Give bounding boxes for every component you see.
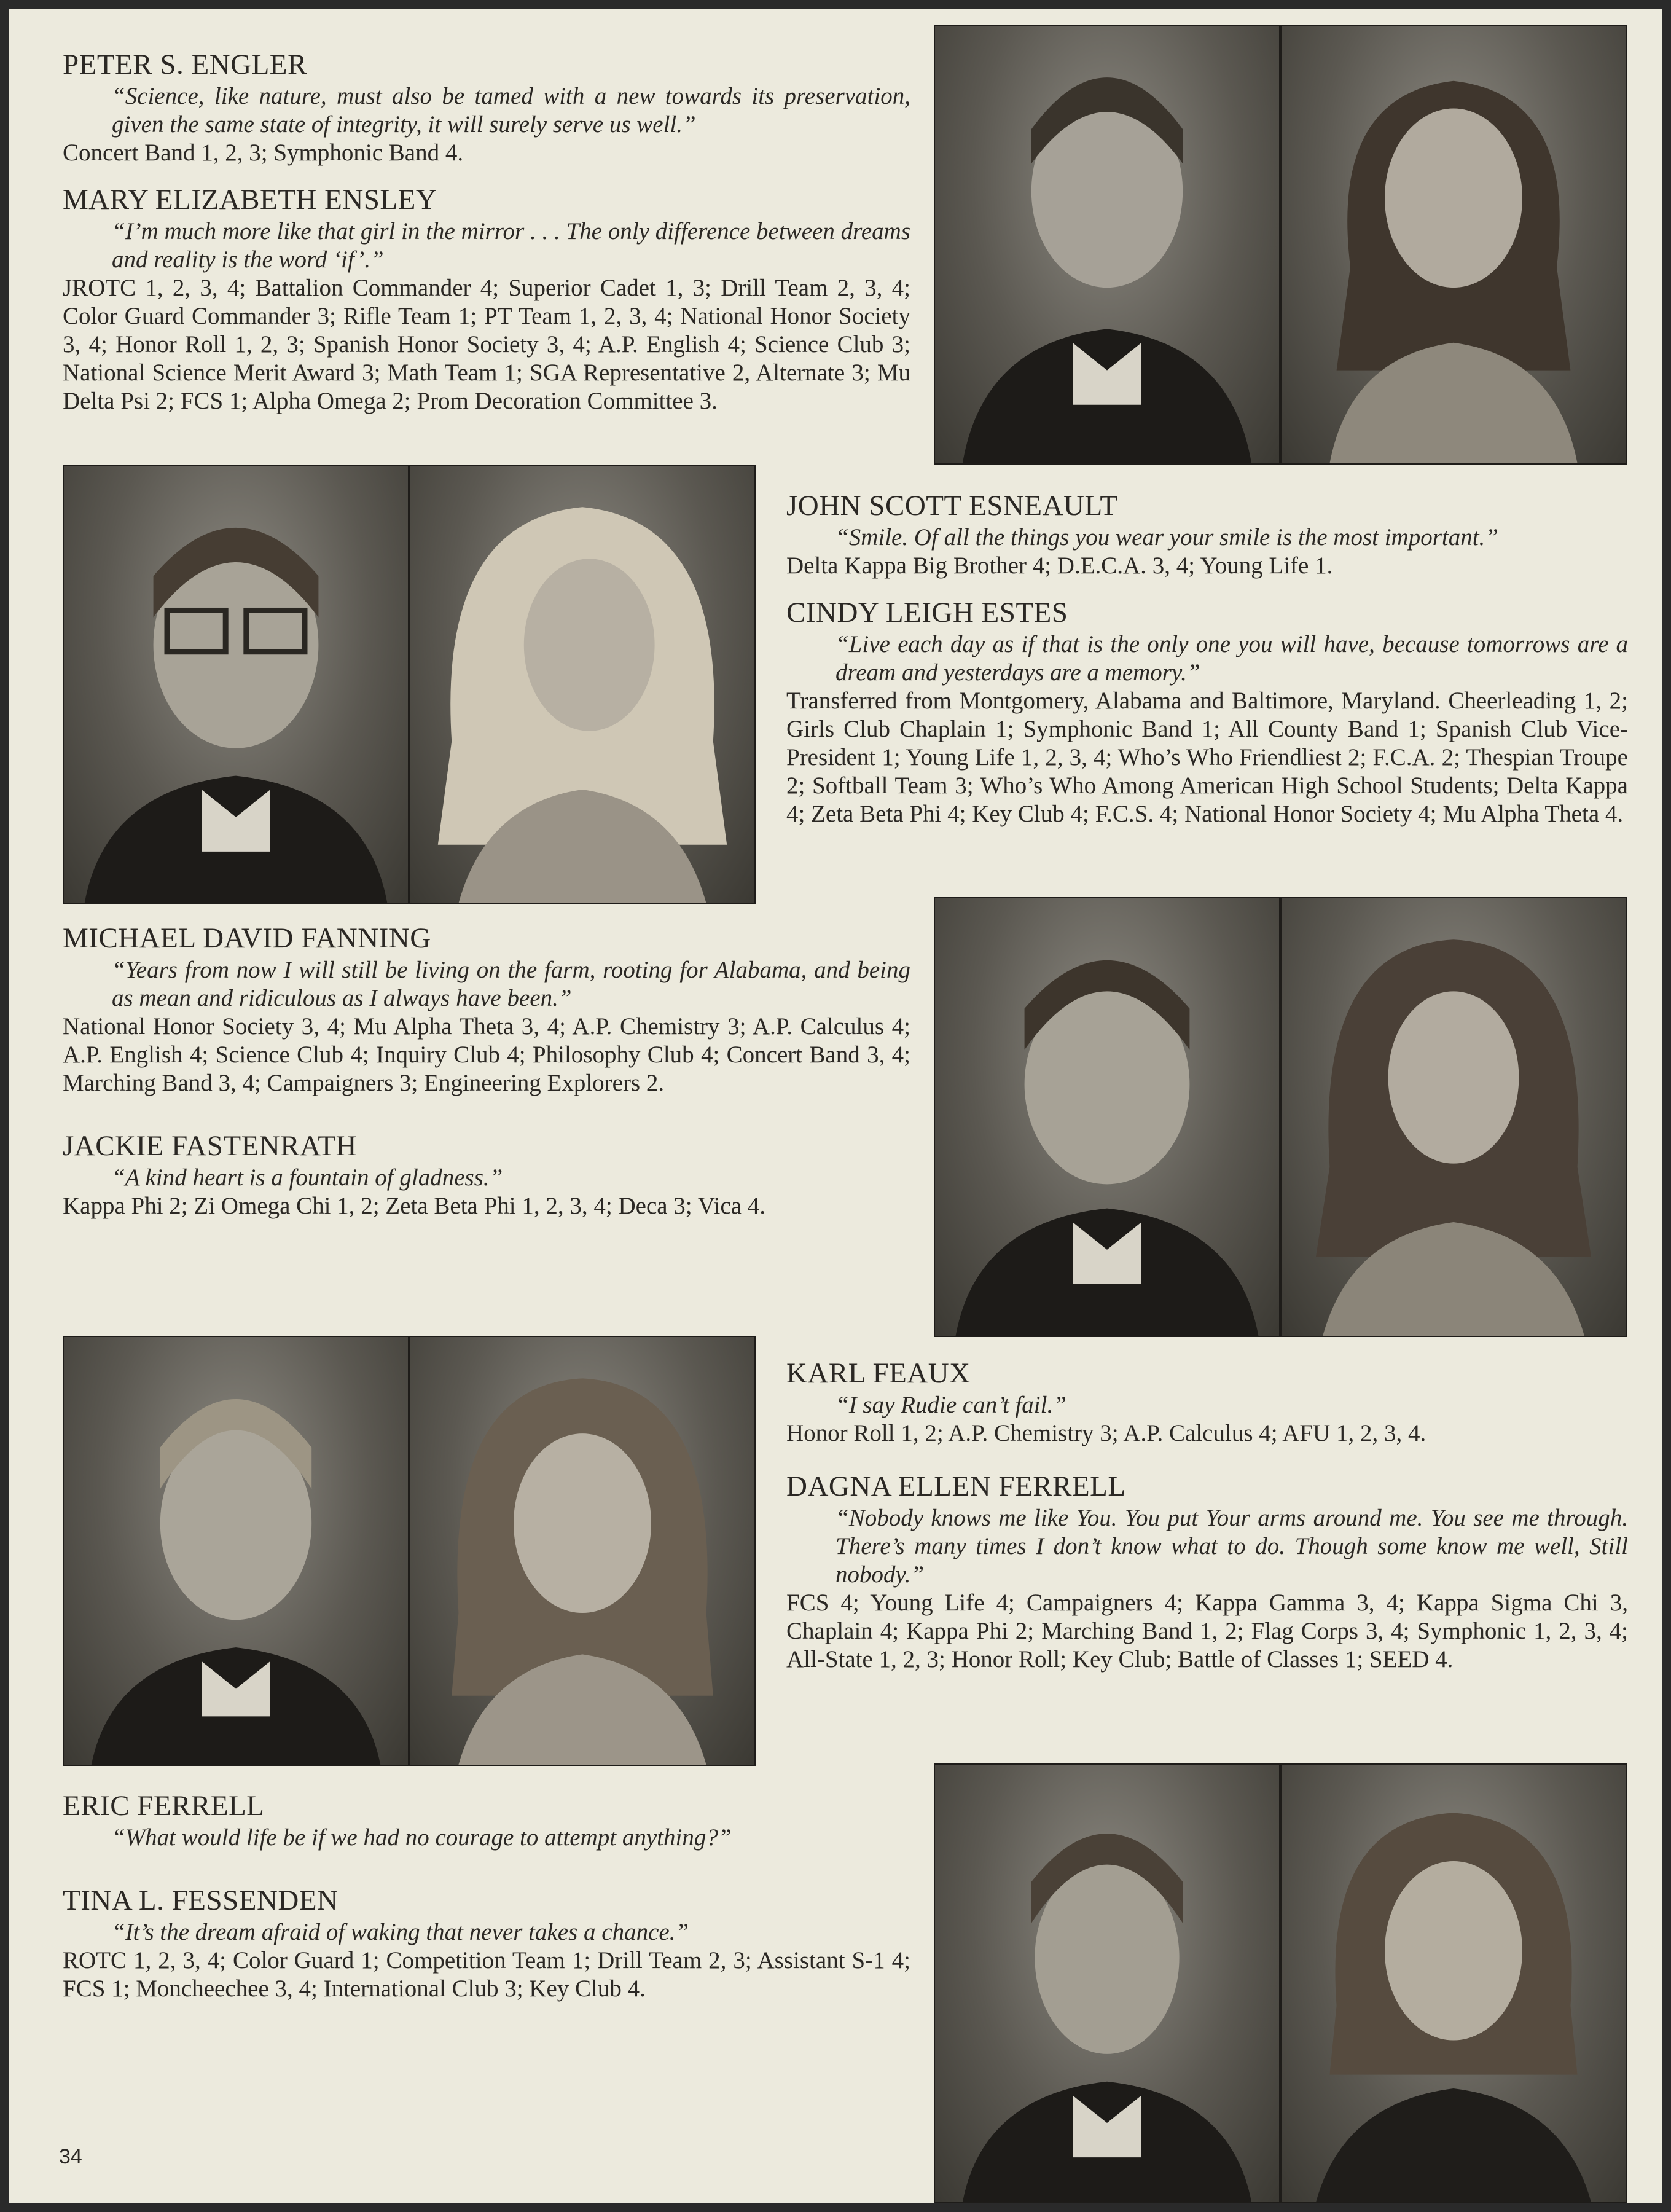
student-entry-block — [786, 488, 1628, 828]
student-activities: Concert Band 1, 2, 3; Symphonic Band 4. — [63, 139, 464, 166]
student-name: TINA L. FESSENDEN — [63, 1885, 339, 1916]
student-activities: Honor Roll 1, 2; A.P. Chemistry 3; A.P. Calculus 4; AFU 1, 2, 3, 4. — [786, 1420, 1426, 1446]
student-name: ERIC FERRELL — [63, 1790, 265, 1822]
student-name: DAGNA ELLEN FERRELL — [786, 1470, 1126, 1502]
student-quote: “Live each day as if that is the only one you will have, because tomorrows are a dream and yesterdays are a memory.” — [836, 631, 1628, 686]
student-quote: “I say Rudie can’t fail.” — [836, 1392, 1066, 1418]
student-entry-block — [63, 920, 910, 1220]
student-name: JACKIE FASTENRATH — [63, 1130, 357, 1162]
student-portrait-photo — [1280, 897, 1627, 1337]
student-activities: Kappa Phi 2; Zi Omega Chi 1, 2; Zeta Beta Phi 1, 2, 3, 4; Deca 3; Vica 4. — [63, 1193, 765, 1219]
student-quote: “Years from now I will still be living on the farm, rooting for Alabama, and being as mean and ridiculous as I always have been.” — [112, 957, 910, 1011]
student-name: MARY ELIZABETH ENSLEY — [63, 184, 437, 216]
student-entry-block — [786, 1355, 1628, 1674]
student-activities: JROTC 1, 2, 3, 4; Battalion Commander 4; Superior Cadet 1, 3; Drill Team 2, 3, 4; Color Guard Commander 3; Rifle Team 1; PT Team 1, 2, 3, 4; National Honor Society 3, 4; Honor Roll 1, 2, 3; Spanish Honor Society 3, 4; A.P. English 4; Science Club 3; National Science Merit Award 3; Math Team 1; SGA Representative 2, Alternate 3; Mu Delta Psi 2; FCS 1; Alpha Omega 2; Prom Decoration Committee 3. — [63, 275, 910, 414]
student-portrait-photo — [934, 1763, 1280, 2203]
student-name: CINDY LEIGH ESTES — [786, 597, 1068, 629]
student-activities: National Honor Society 3, 4; Mu Alpha Theta 3, 4; A.P. Chemistry 3; A.P. Calculus 4; A.P. English 4; Science Club 4; Inquiry Club 4; Philosophy Club 4; Concert Band 3, 4; Marching Band 3, 4; Campaigners 3; Engineering Explorers 2. — [63, 1013, 910, 1096]
student-entry-block — [63, 1788, 910, 2003]
student-quote: “Smile. Of all the things you wear your smile is the most important.” — [836, 524, 1498, 551]
student-quote: “What would life be if we had no courage to attempt anything?” — [112, 1824, 732, 1851]
student-quote: “Science, like nature, must also be tamed with a new towards its preservation, given the same state of integrity, it will surely serve us well.” — [112, 83, 910, 138]
student-portrait-photo — [409, 1336, 756, 1766]
student-quote: “A kind heart is a fountain of gladness.” — [112, 1164, 503, 1191]
student-portrait-photo — [1280, 1763, 1627, 2203]
student-name: PETER S. ENGLER — [63, 49, 307, 80]
yearbook-page — [9, 9, 1662, 2203]
student-name: KARL FEAUX — [786, 1357, 971, 1389]
student-quote: “It’s the dream afraid of waking that never takes a chance.” — [112, 1919, 689, 1945]
student-quote: “Nobody knows me like You. You put Your arms around me. You see me through. There’s many times I don’t know what to do. Though some know me well, Still nobody.” — [836, 1505, 1628, 1588]
student-quote: “I’m much more like that girl in the mirror . . . The only difference between dreams and reality is the word ‘if’.” — [112, 218, 910, 273]
student-portrait-photo — [63, 465, 409, 904]
student-name: MICHAEL DAVID FANNING — [63, 922, 431, 954]
student-portrait-photo — [409, 465, 756, 904]
student-portrait-photo — [63, 1336, 409, 1766]
student-activities: ROTC 1, 2, 3, 4; Color Guard 1; Competition Team 1; Drill Team 2, 3; Assistant S-1 4; FCS 1; Moncheechee 3, 4; International Club 3; Key Club 4. — [63, 1947, 910, 2002]
student-portrait-photo — [1280, 25, 1627, 465]
student-activities: FCS 4; Young Life 4; Campaigners 4; Kappa Gamma 3, 4; Kappa Sigma Chi 3, Chaplain 4; Kappa Phi 2; Marching Band 1, 2; Flag Corps 3, 4; Symphonic 1, 2, 3, 4; All-State 1, 2, 3; Honor Roll; Key Club; Battle of Classes 1; SEED 4. — [786, 1590, 1628, 1673]
student-name: JOHN SCOTT ESNEAULT — [786, 490, 1118, 522]
student-portrait-photo — [934, 25, 1280, 465]
student-activities: Delta Kappa Big Brother 4; D.E.C.A. 3, 4; Young Life 1. — [786, 552, 1333, 579]
student-entry-block — [63, 47, 910, 415]
page-number: 34 — [59, 2145, 82, 2168]
student-activities: Transferred from Montgomery, Alabama and Baltimore, Maryland. Cheerleading 1, 2; Girls Club Chaplain 1; Symphonic Band 1; All County Band 1; Spanish Club Vice-President 1; Young Life 1, 2, 3, 4; Who’s Who Friendliest 2; F.C.A. 2; Thespian Troupe 2; Softball Team 3; Who’s Who Among American High School Students; Delta Kappa 4; Zeta Beta Phi 4; Key Club 4; F.C.S. 4; National Honor Society 4; Mu Alpha Theta 4. — [786, 688, 1628, 827]
student-portrait-photo — [934, 897, 1280, 1337]
